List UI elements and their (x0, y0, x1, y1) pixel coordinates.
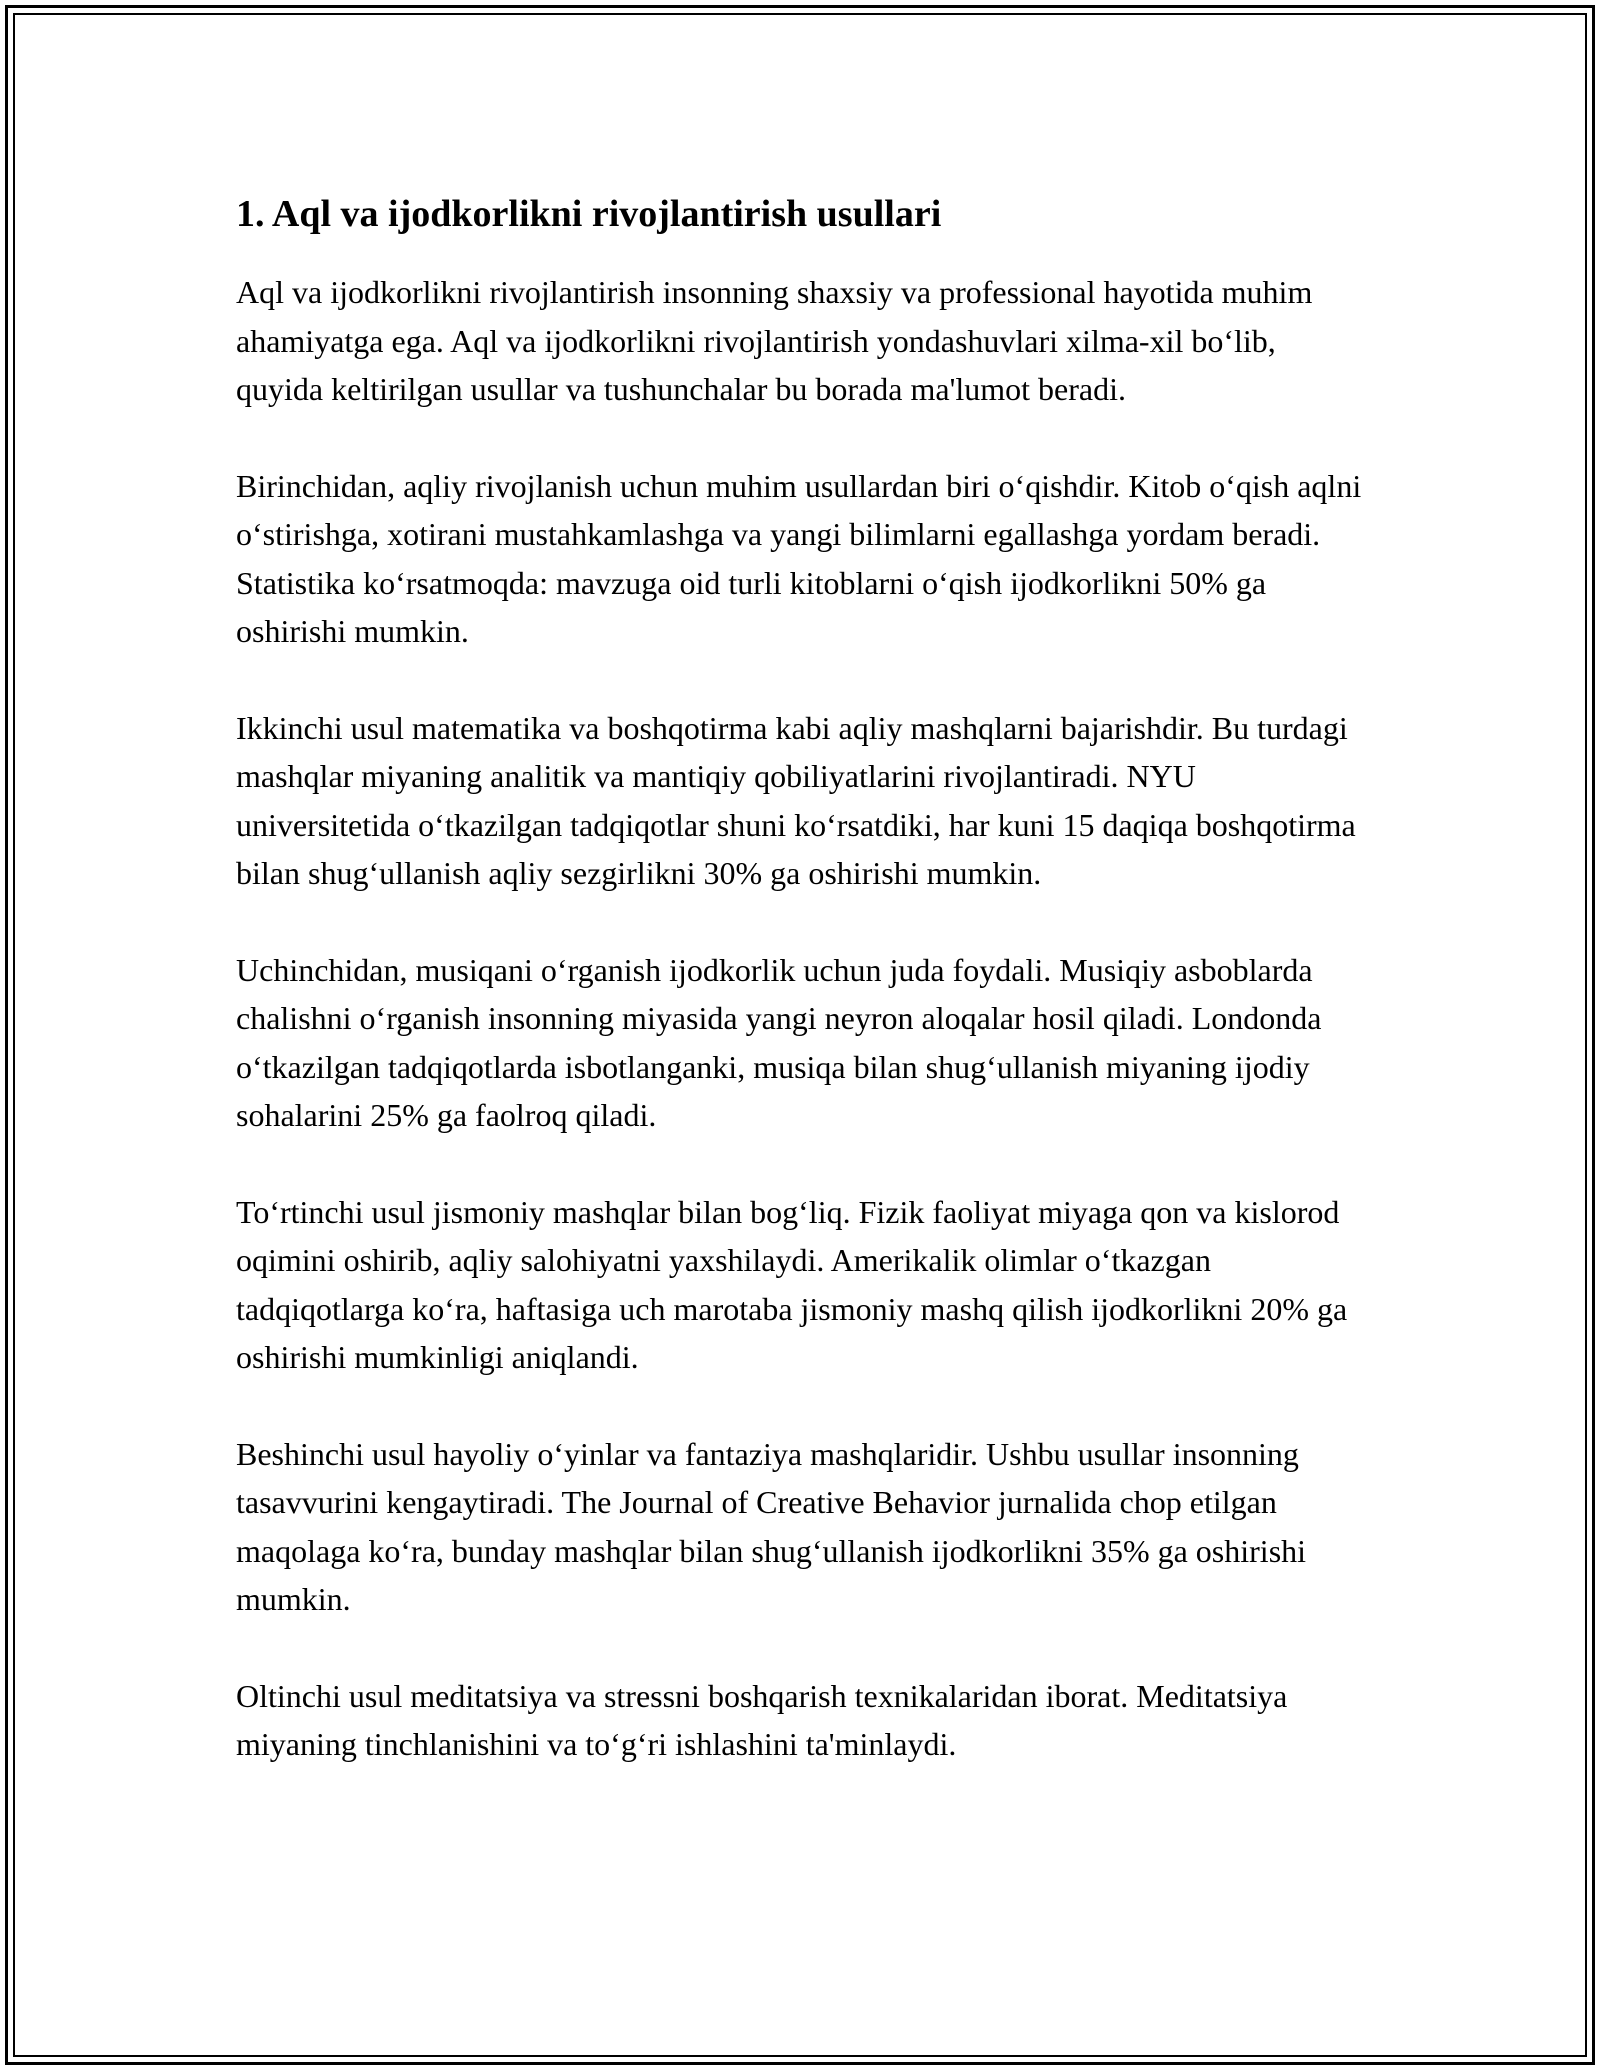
paragraph-third-method: Uchinchidan, musiqani o‘rganish ijodkorlik uchun juda foydali. Musiqiy asboblarda chalishni o‘rganish insonning miyasida yangi neyron aloqalar hosil qiladi. Londonda o‘tkazilgan tadqiqotlarda isbotlanganki, musiqa bilan shug‘ullanish miyaning ijodiy sohalarini 25% ga faolroq qiladi. (236, 951, 1322, 1133)
paragraph-fourth-method: To‘rtinchi usul jismoniy mashqlar bilan bog‘liq. Fizik faoliyat miyaga qon va kislorod oqimini oshirib, aqliy salohiyatni yaxshilaydi. Amerikalik olimlar o‘tkazgan tadqiqotlarga ko‘ra, haftasiga uch marotaba jismoniy mashq qilish ijodkorlikni 20% ga oshirishi mumkinligi aniqlandi. (236, 1193, 1348, 1375)
section-heading: 1. Aql va ijodkorlikni rivojlantirish usullari (236, 193, 942, 235)
paragraph-intro: Aql va ijodkorlikni rivojlantirish insonning shaxsiy va professional hayotida muhim ahamiyatga ega. Aql va ijodkorlikni rivojlantirish yondashuvlari xilma-xil bo‘lib, quyida keltirilgan usullar va tushunchalar bu borada ma'lumot beradi. (236, 274, 1313, 407)
paragraph-first-method: Birinchidan, aqliy rivojlanish uchun muhim usullardan biri o‘qishdir. Kitob o‘qish aqlni o‘stirishga, xotirani mustahkamlashga va yangi bilimlarni egallashga yordam beradi. Statistika ko‘rsatmoqda: mavzuga oid turli kitoblarni o‘qish ijodkorlikni 50% ga oshirishi mumkin. (236, 467, 1362, 649)
document-body (236, 186, 1366, 1817)
paragraph-fifth-method: Beshinchi usul hayoliy o‘yinlar va fantaziya mashqlaridir. Ushbu usullar insonning tasavvurini kengaytiradi. The Journal of Creative Behavior jurnalida chop etilgan maqolaga ko‘ra, bunday mashqlar bilan shug‘ullanish ijodkorlikni 35% ga oshirishi mumkin. (236, 1435, 1307, 1617)
paragraph-second-method: Ikkinchi usul matematika va boshqotirma kabi aqliy mashqlarni bajarishdir. Bu turdagi mashqlar miyaning analitik va mantiqiy qobiliyatlarini rivojlantiradi. NYU universitetida o‘tkazilgan tadqiqotlar shuni ko‘rsatdiki, har kuni 15 daqiqa boshqotirma bilan shug‘ullanish aqliy sezgirlikni 30% ga oshirishi mumkin. (236, 709, 1356, 891)
paragraph-sixth-method: Oltinchi usul meditatsiya va stressni boshqarish texnikalaridan iborat. Meditatsiya miyaning tinchlanishini va to‘g‘ri ishlashini ta'minlaydi. (236, 1677, 1288, 1762)
